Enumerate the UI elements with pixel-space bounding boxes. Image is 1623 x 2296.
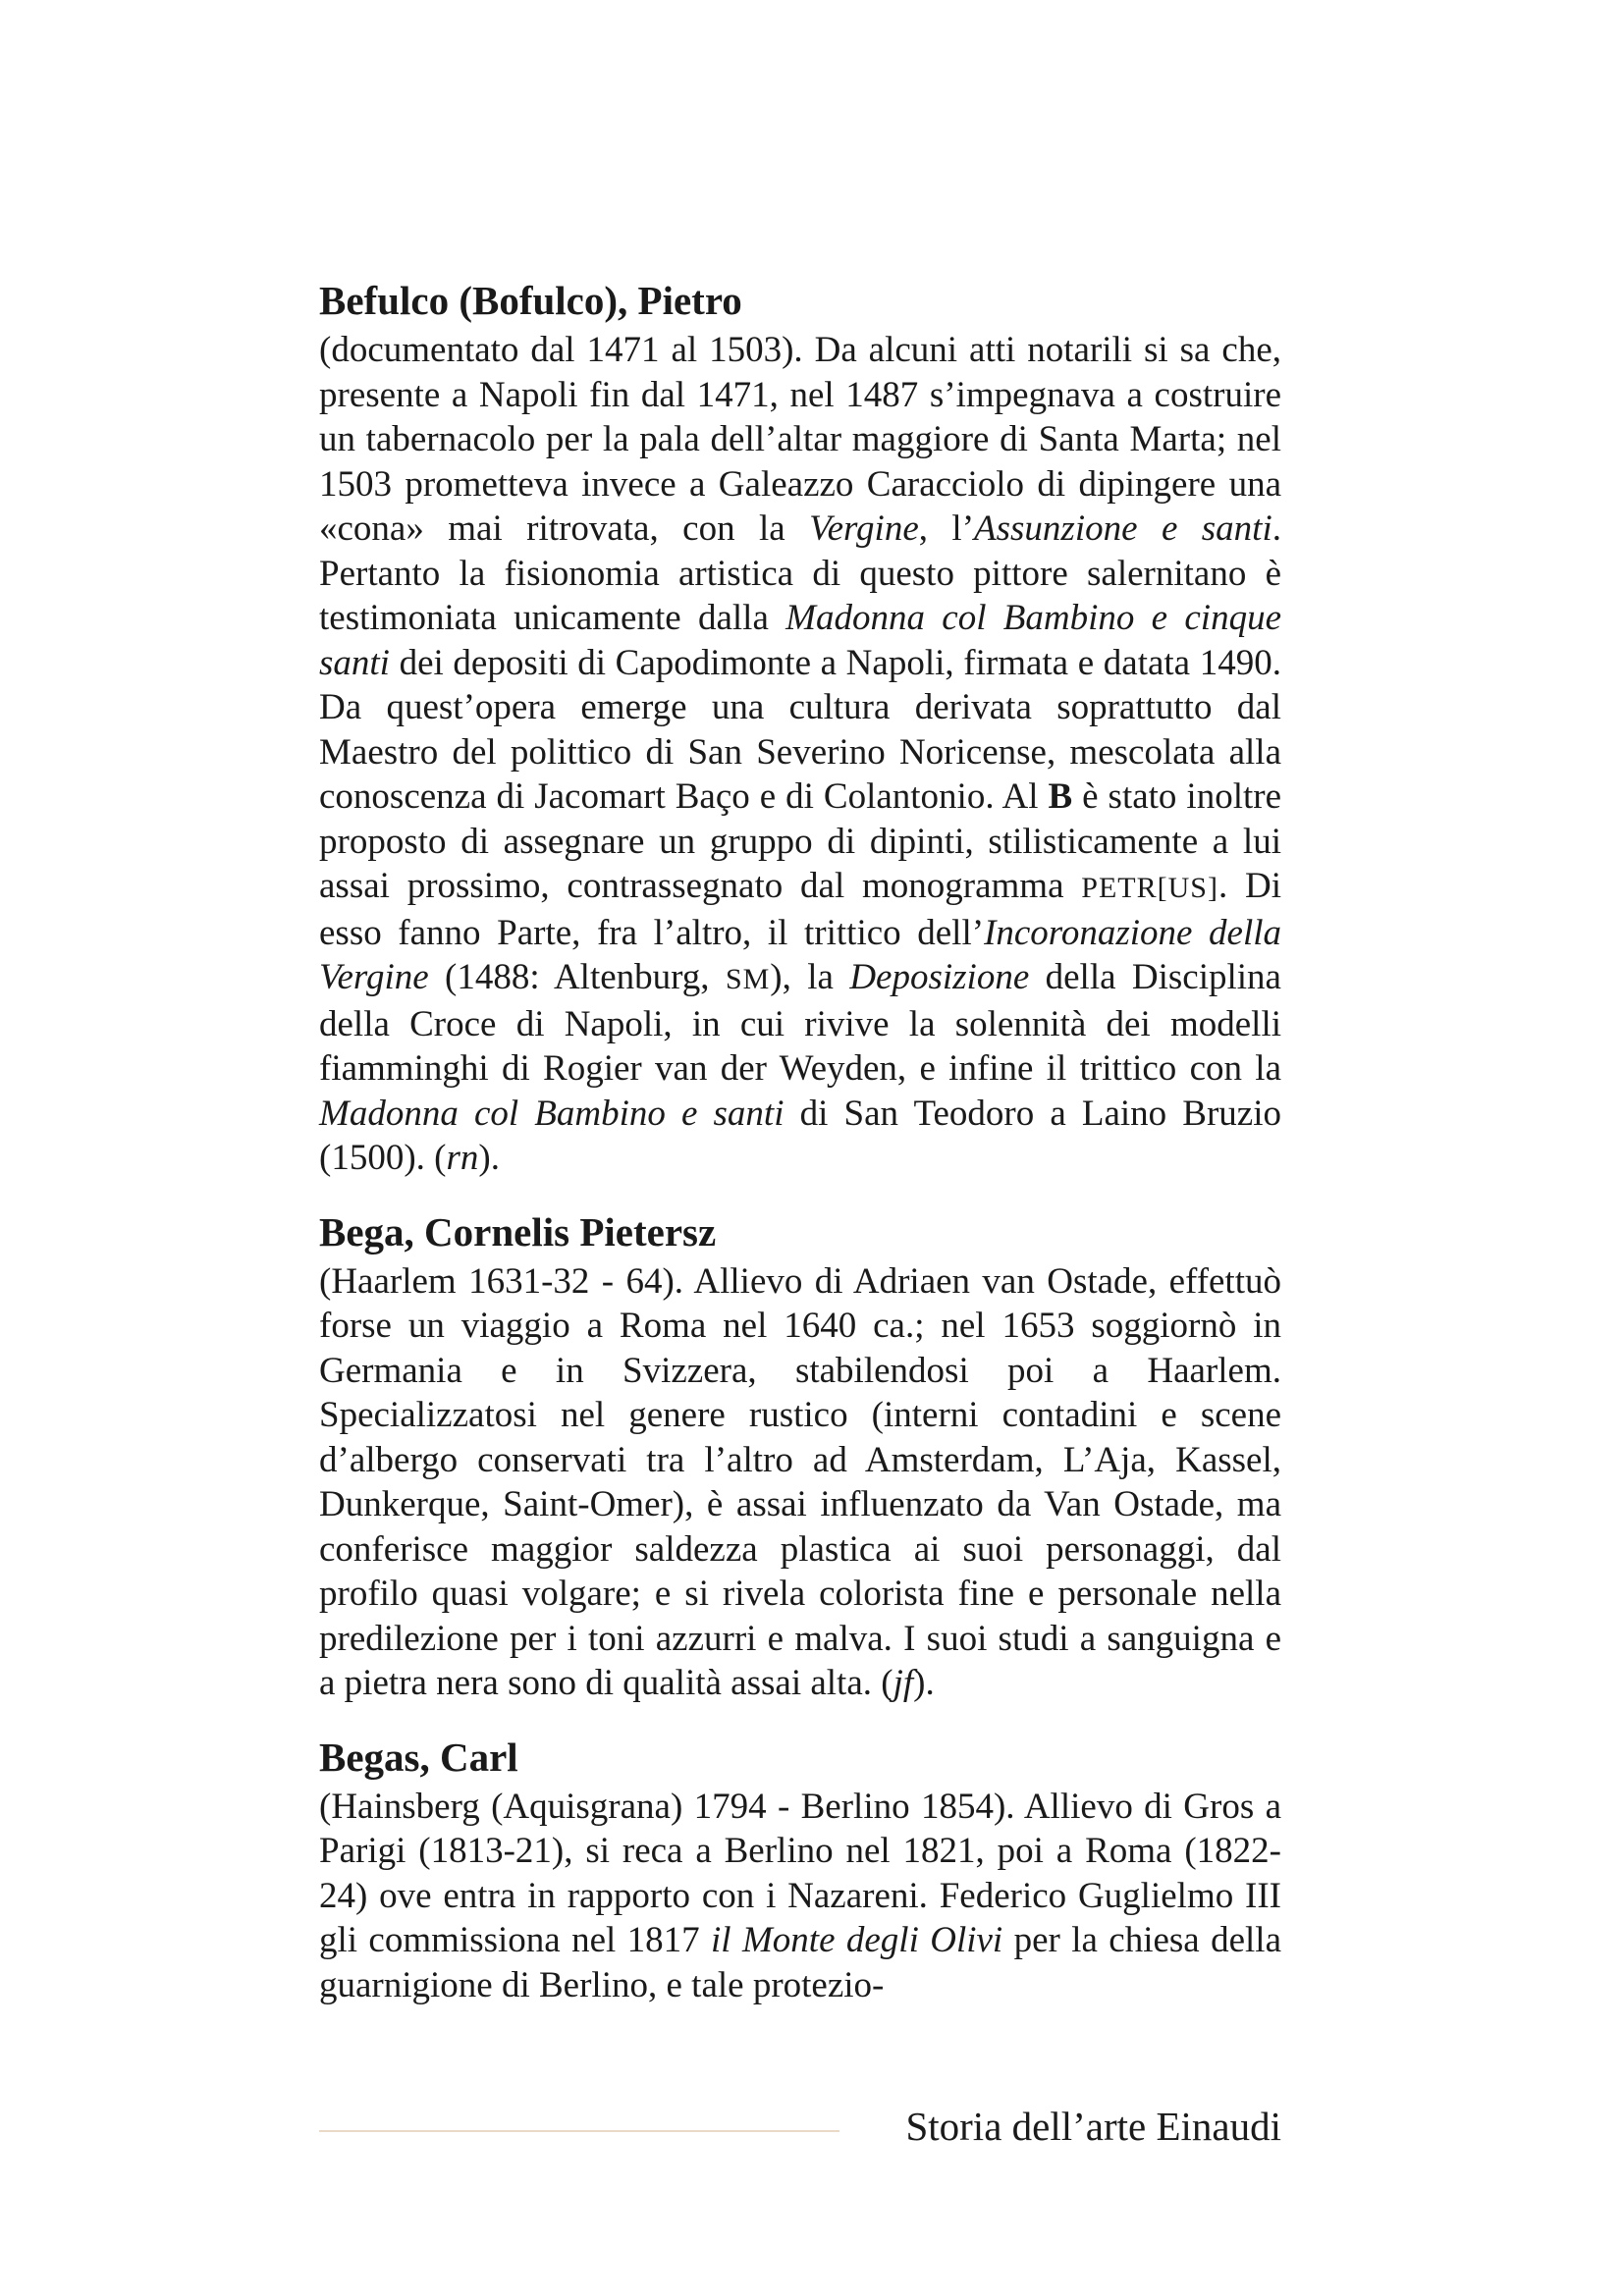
italic-title: Vergine: [809, 508, 919, 549]
text-run: (documentato dal 1471 al 1503). Da alcuni atti notarili si sa che, presente a Napoli fin dal 1471, nel 1487 s’impegnava a costruire un tabernacolo per la pala dell’altar maggiore di Santa Marta; nel 1503 prometteva invece a Galeazzo Caracciolo di dipingere una «cona» mai ritrovata, con la: [319, 330, 1281, 549]
entry-body: [319, 1785, 1281, 2008]
italic-title: Madonna col Bambino e santi: [319, 1093, 784, 1134]
italic-title: il Monte degli Olivi: [711, 1920, 1003, 1960]
text-run: , l’: [918, 508, 975, 549]
text-run: . Pertanto la fisionomia artistica di questo pittore salernitano è testimoniata unicamente dalla: [319, 508, 1281, 638]
bold-initial: B: [1048, 776, 1073, 817]
entry-body: [319, 328, 1281, 1181]
italic-title: Deposizione: [849, 957, 1030, 997]
page-footer: [319, 2097, 1281, 2156]
text-run: (1488: Altenburg,: [428, 957, 726, 997]
text-run: ).: [478, 1138, 500, 1178]
small-caps-text: PETR[US]: [1081, 872, 1218, 904]
document-page: [319, 275, 1281, 2033]
text-run: dei depositi di Capodimonte a Napoli, firmata e datata 1490. Da quest’opera emerge una cultura derivata soprattutto dal Maestro del polittico di San Severino Noricense, mescolata alla conoscenza di Jacomart Baço e di Colantonio. Al: [319, 642, 1281, 817]
text-run: . Di esso fanno Parte, fra l’altro, il trittico dell’: [319, 866, 1281, 953]
italic-title: Incoronazione della Vergine: [319, 912, 1281, 997]
text-run: per la chiesa della guarnigione di Berlino, e tale protezio-: [319, 1920, 1281, 2005]
italic-title: Assunzione e santi: [974, 508, 1272, 549]
text-run: ).: [913, 1663, 935, 1703]
footer-publisher: Storia dell’arte Einaudi: [905, 2104, 1281, 2149]
small-caps-text: SM: [725, 963, 771, 995]
text-run: (Haarlem 1631-32 - 64). Allievo di Adriaen van Ostade, effettuò forse un viaggio a Roma nel 1640 ca.; nel 1653 soggiornò in Germania e in Svizzera, stabilendosi poi a Haarlem. Specializzatosi nel genere rustico (interni contadini e scene d’albergo conservati tra l’altro ad Amsterdam, L’Aja, Kassel, Dunkerque, Saint-Omer), è assai influenzato da Van Ostade, ma conferisce maggior saldezza plastica ai suoi personaggi, dal profilo quasi volgare; e si rivela colorista fine e personale nella predilezione per i toni azzurri e malva. I suoi studi a sanguigna e a pietra nera sono di qualità assai alta. (: [319, 1260, 1281, 1703]
entry-title: Bega, Cornelis Pietersz: [319, 1208, 717, 1255]
italic-title: rn: [446, 1138, 479, 1178]
entry-body: [319, 1259, 1281, 1706]
entry-befulco: [319, 275, 1281, 1181]
entry-begas: [319, 1732, 1281, 2008]
italic-title: jf: [893, 1663, 914, 1703]
text-run: di San Teodoro a Laino Bruzio (1500). (: [319, 1093, 1281, 1178]
italic-title: Madonna col Bambino e cinque santi: [319, 598, 1281, 683]
footer-rule: [319, 2130, 839, 2132]
entry-title: Begas, Carl: [319, 1734, 518, 1780]
text-run: è stato inoltre proposto di assegnare un gruppo di dipinti, stilisticamente a lui assai prossimo, contrassegnato dal monogramma: [319, 776, 1281, 906]
entry-title: Befulco (Bofulco), Pietro: [319, 278, 742, 323]
text-run: della Disciplina della Croce di Napoli, in cui rivive la solennità dei modelli fiamminghi di Rogier van der Weyden, e infine il trittico con la: [319, 957, 1281, 1089]
text-run: (Hainsberg (Aquisgrana) 1794 - Berlino 1854). Allievo di Gros a Parigi (1813-21), si reca a Berlino nel 1821, poi a Roma (1822-24) ove entra in rapporto con i Nazareni. Federico Guglielmo III gli commissiona nel 1817: [319, 1786, 1281, 1960]
text-run: ), la: [770, 957, 850, 997]
entry-bega: [319, 1206, 1281, 1706]
